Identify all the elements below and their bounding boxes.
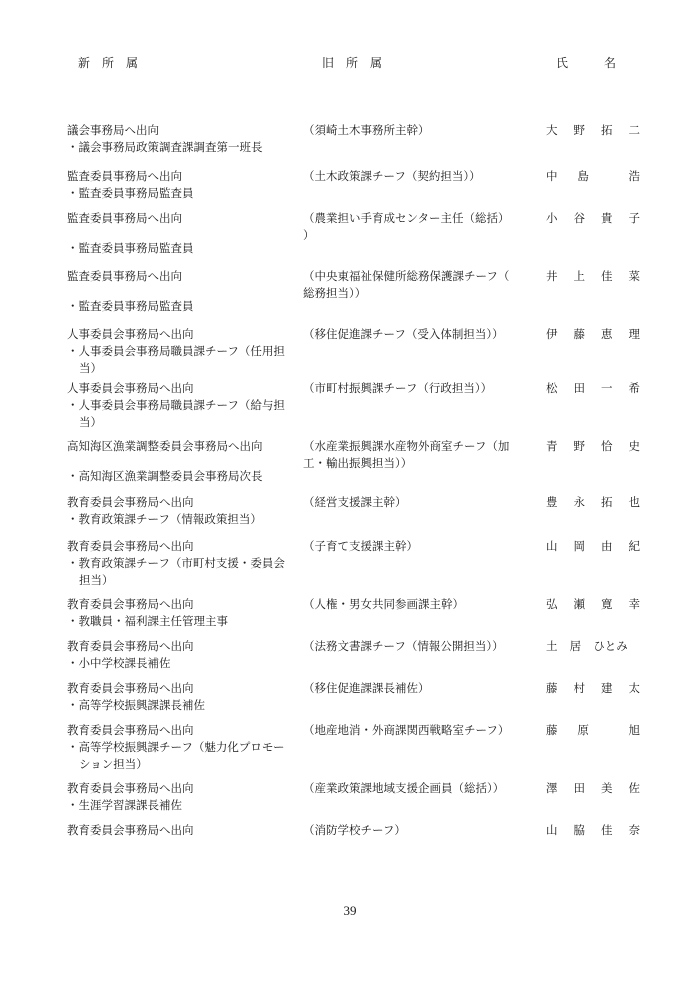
new-affiliation — [67, 596, 293, 630]
new-affiliation — [67, 268, 293, 315]
name-character: 子 — [628, 211, 640, 225]
secondment-destination: 人事委員会事務局へ出向 — [67, 327, 194, 341]
name-character: 建 — [601, 681, 613, 695]
new-position: ・監査委員事務局監査員 — [67, 299, 194, 313]
old-affiliation: （法務文書課チーフ（情報公開担当）） — [303, 639, 504, 653]
name-character: 井 — [546, 269, 558, 283]
name-character: 佳 — [601, 269, 613, 283]
new-position: ・高等学校振興課チーフ（魅力化プロモーション担当） — [67, 740, 285, 771]
new-affiliation — [67, 638, 293, 672]
new-position: ・教職員・福利課主任管理主事 — [67, 614, 228, 628]
name-character: 谷 — [573, 211, 585, 225]
new-affiliation — [67, 680, 293, 714]
old-affiliation: （人権・男女共同参画課主幹） — [303, 597, 464, 611]
old-affiliation: （市町村振興課チーフ（行政担当）） — [303, 381, 493, 395]
secondment-destination: 教育委員会事務局へ出向 — [67, 781, 194, 795]
name-character: 恰 — [601, 439, 613, 453]
old-affiliation: （産業政策課地域支援企画員（総括）） — [303, 781, 505, 795]
person-name — [546, 494, 640, 511]
new-affiliation — [67, 210, 293, 257]
new-affiliation — [67, 822, 293, 839]
name-character: 居 — [569, 639, 582, 653]
name-character: 岡 — [573, 539, 585, 553]
new-position: ・高知海区漁業調整委員会事務局次長 — [67, 469, 263, 483]
name-character: 希 — [628, 381, 640, 395]
new-position: ・議会事務局政策調査課調査第一班長 — [67, 140, 263, 154]
new-position: ・監査委員事務局監査員 — [67, 186, 194, 200]
name-character: 佐 — [628, 781, 640, 795]
new-affiliation — [67, 538, 293, 589]
new-affiliation — [67, 438, 293, 485]
old-affiliation: （土木政策課チーフ（契約担当）） — [303, 169, 481, 183]
new-affiliation — [67, 122, 293, 156]
column-headers — [0, 54, 700, 74]
person-name — [546, 438, 640, 455]
new-position: ・高等学校振興課課長補佐 — [67, 698, 205, 712]
secondment-destination: 教育委員会事務局へ出向 — [67, 823, 194, 837]
secondment-destination: 教育委員会事務局へ出向 — [67, 639, 194, 653]
name-character: 中 — [546, 169, 558, 183]
old-affiliation: （地産地消・外商課関西戦略室チーフ） — [303, 723, 510, 737]
new-position: ・小中学校課長補佐 — [67, 656, 171, 670]
name-character: 山 — [546, 539, 558, 553]
name-character: 弘 — [546, 597, 558, 611]
name-character: 原 — [577, 723, 589, 737]
secondment-destination: 教育委員会事務局へ出向 — [67, 681, 194, 695]
name-character: 菜 — [628, 269, 640, 283]
name-character: 奈 — [628, 823, 640, 837]
page-number: 39 — [343, 903, 357, 918]
name-character: 田 — [573, 781, 585, 795]
new-affiliation — [67, 494, 293, 528]
person-name — [546, 780, 640, 797]
name-character: 大 — [546, 123, 558, 137]
old-affiliation: （移住促進課チーフ（受入体制担当）） — [303, 327, 504, 341]
person-name — [546, 680, 640, 697]
name-character: 青 — [546, 439, 558, 453]
name-character: 小 — [546, 211, 558, 225]
old-affiliation: （須崎土木事務所主幹） — [303, 123, 430, 137]
secondment-destination: 監査委員事務局へ出向 — [67, 211, 182, 225]
new-position: ・教育政策課チーフ（情報政策担当） — [67, 512, 262, 526]
person-name — [546, 326, 640, 343]
name-character: 佳 — [601, 823, 613, 837]
secondment-destination: 教育委員会事務局へ出向 — [67, 723, 194, 737]
new-position: ・生涯学習課課長補佐 — [67, 798, 182, 812]
header-old-affiliation: 旧 所 属 — [322, 56, 383, 70]
new-affiliation — [67, 168, 293, 202]
name-character: 島 — [577, 169, 589, 183]
name-character: 理 — [628, 327, 640, 341]
name-character: 二 — [628, 123, 640, 137]
name-character: 松 — [546, 381, 558, 395]
name-character: ひとみ — [593, 639, 628, 653]
old-affiliation: （水産業振興課水産物外商室チーフ（加 工・輸出振興担当）） — [303, 439, 510, 470]
person-name — [546, 168, 640, 185]
person-name — [546, 538, 640, 555]
name-character: 幸 — [628, 597, 640, 611]
person-name — [546, 596, 640, 613]
name-character: 豊 — [546, 495, 558, 509]
old-affiliation: （消防学校チーフ） — [303, 823, 406, 837]
name-character: 藤 — [546, 681, 558, 695]
old-affiliation: （中央東福祉保健所総務保護課チーフ（ 総務担当）） — [303, 269, 510, 300]
new-affiliation — [67, 722, 293, 773]
person-name — [546, 210, 640, 227]
name-character: 野 — [573, 123, 585, 137]
secondment-destination: 監査委員事務局へ出向 — [67, 269, 182, 283]
person-name — [546, 122, 640, 139]
header-new-affiliation: 新 所 属 — [78, 56, 139, 70]
new-position: ・人事委員会事務局職員課チーフ（任用担当） — [67, 344, 285, 375]
person-name — [546, 380, 640, 397]
name-character: 脇 — [573, 823, 585, 837]
name-character: 太 — [628, 681, 640, 695]
new-affiliation — [67, 380, 293, 431]
new-affiliation — [67, 326, 293, 377]
old-affiliation: （農業担い手育成センター主任（総括） ） — [303, 211, 510, 242]
person-name — [546, 638, 640, 655]
name-character: 上 — [573, 269, 585, 283]
name-character: 紀 — [628, 539, 640, 553]
new-position: ・監査委員事務局監査員 — [67, 241, 194, 255]
name-character: 浩 — [628, 169, 640, 183]
name-character: 野 — [573, 439, 585, 453]
secondment-destination: 教育委員会事務局へ出向 — [67, 495, 194, 509]
name-character: 也 — [628, 495, 640, 509]
name-character: 藤 — [573, 327, 585, 341]
name-character: 澤 — [546, 781, 558, 795]
name-character: 一 — [601, 381, 613, 395]
name-character: 由 — [601, 539, 613, 553]
name-character: 田 — [573, 381, 585, 395]
secondment-destination: 教育委員会事務局へ出向 — [67, 597, 194, 611]
secondment-destination: 高知海区漁業調整委員会事務局へ出向 — [67, 439, 263, 453]
header-name: 氏 名 — [556, 56, 617, 70]
new-position: ・人事委員会事務局職員課チーフ（給与担当） — [67, 398, 285, 429]
secondment-destination: 人事委員会事務局へ出向 — [67, 381, 194, 395]
name-character: 美 — [601, 781, 613, 795]
new-position: ・教育政策課チーフ（市町村支援・委員会担当） — [67, 556, 285, 587]
name-character: 山 — [546, 823, 558, 837]
name-character: 史 — [628, 439, 640, 453]
name-character: 拓 — [601, 495, 613, 509]
name-character: 貴 — [601, 211, 613, 225]
secondment-destination: 監査委員事務局へ出向 — [67, 169, 182, 183]
person-name — [546, 822, 640, 839]
name-character: 永 — [573, 495, 585, 509]
old-affiliation: （移住促進課課長補佐） — [303, 681, 430, 695]
name-character: 瀬 — [573, 597, 585, 611]
person-name — [546, 268, 640, 285]
name-character: 土 — [546, 639, 558, 653]
name-character: 伊 — [546, 327, 558, 341]
person-name — [546, 722, 640, 739]
new-affiliation — [67, 780, 293, 814]
name-character: 拓 — [601, 123, 613, 137]
secondment-destination: 議会事務局へ出向 — [67, 123, 159, 137]
secondment-destination: 教育委員会事務局へ出向 — [67, 539, 194, 553]
old-affiliation: （子育て支援課主幹） — [303, 539, 418, 553]
name-character: 寛 — [601, 597, 613, 611]
name-character: 旭 — [628, 723, 640, 737]
old-affiliation: （経営支援課主幹） — [303, 495, 407, 509]
name-character: 藤 — [546, 723, 558, 737]
name-character: 村 — [573, 681, 585, 695]
name-character: 恵 — [601, 327, 613, 341]
